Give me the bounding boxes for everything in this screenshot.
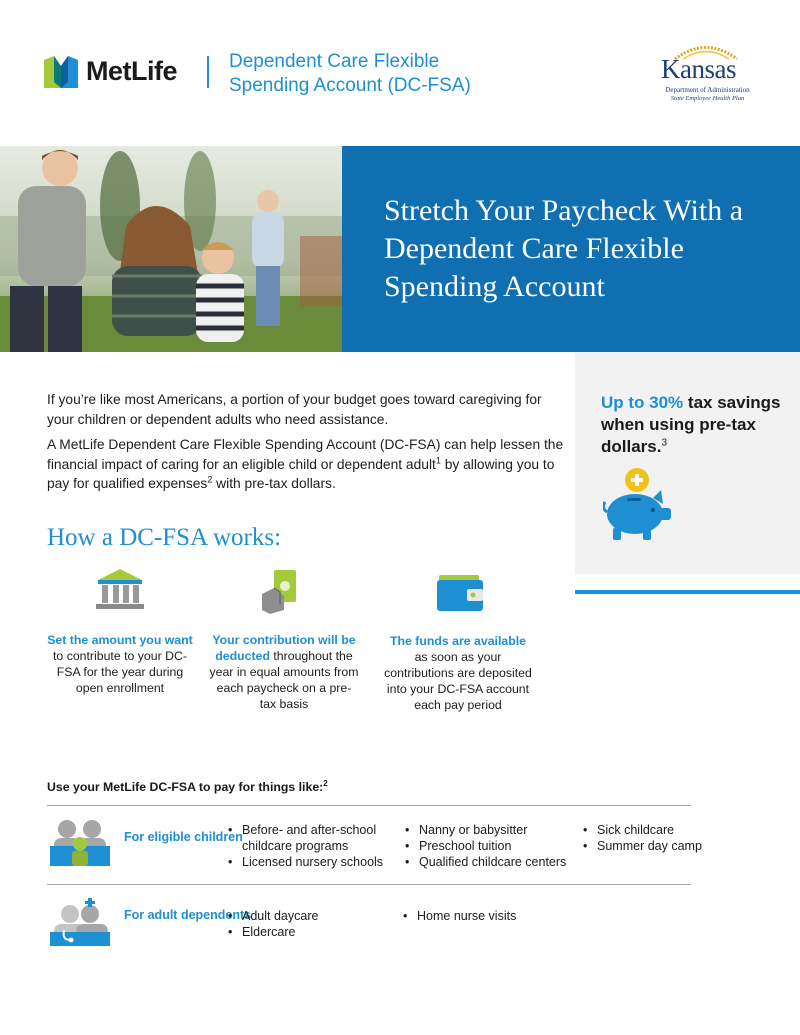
tax-savings-text (601, 392, 796, 458)
tax-savings-callout (575, 352, 800, 574)
step-set-amount (45, 632, 195, 696)
list-item: • Sick childcare (583, 822, 723, 838)
hero-banner (342, 146, 800, 352)
metlife-logo-text: MetLife (86, 56, 177, 86)
hero-title: Stretch Your Paycheck With a Dependent Care Flexible Spending Account (384, 194, 744, 303)
tax-savings-highlight: Up to 30% (601, 393, 684, 412)
step-1-accent: Set the amount you want (47, 633, 193, 647)
family-playing-photo (0, 146, 342, 352)
wallet-icon (437, 575, 483, 611)
intro-paragraph-2 (47, 435, 567, 494)
category-label-adults: For adult dependents (124, 908, 252, 922)
product-title-line1: Dependent Care Flexible (229, 51, 440, 72)
step-2-text: throughout the year in equal amounts from each paycheck on a pre-tax basis (209, 649, 359, 711)
eligible-expenses-heading (47, 780, 328, 794)
cash-hand-icon (262, 570, 302, 614)
intro-p2-part1: A MetLife Dependent Care Flexible Spending Account (DC-FSA) can help lessen the financial impact of caring for an eligible child or dependent adult (47, 437, 564, 472)
list-item: • Licensed nursery schools (228, 854, 398, 870)
list-item: • Home nurse visits (403, 908, 583, 924)
kansas-logo (655, 42, 755, 112)
children-icon (50, 820, 110, 866)
list-item: • Qualified childcare centers (405, 854, 585, 870)
footnote-2: 2 (207, 474, 213, 485)
footnote-2-heading: 2 (323, 778, 328, 788)
step-deduction (209, 632, 359, 712)
footnote-3: 3 (661, 437, 668, 449)
list-item: • Adult daycare (228, 908, 398, 924)
callout-accent-rule (575, 590, 800, 594)
list-item: • Eldercare (228, 924, 398, 940)
list-item: • Before- and after-school childcare programs (228, 822, 398, 854)
page-header (0, 0, 800, 140)
adult-dependents-icon (50, 896, 110, 946)
children-expenses-col3 (583, 822, 723, 854)
eligible-expenses-heading-text: Use your MetLife DC-FSA to pay for things like: (47, 780, 324, 794)
step-3-accent: The funds are available (390, 634, 526, 648)
children-expenses-col2 (405, 822, 585, 870)
header-divider (207, 56, 209, 88)
adult-expenses-col1 (228, 908, 398, 940)
intro-p2-part3: with pre-tax dollars. (212, 476, 336, 491)
table-rule-top (47, 805, 691, 806)
kansas-department: Department of Administration (665, 86, 750, 94)
hero-family-photo (0, 146, 342, 352)
product-title (229, 50, 471, 98)
children-expenses-col1 (228, 822, 398, 870)
piggy-bank-icon (603, 468, 673, 540)
step-1-text: to contribute to your DC-FSA for the year during open enrollment (53, 649, 187, 695)
kansas-plan: State Employee Health Plan (670, 95, 745, 102)
list-item: • Summer day camp (583, 838, 723, 854)
list-item: • Preschool tuition (405, 838, 585, 854)
adult-expenses-col2 (403, 908, 583, 924)
intro-p2-part2: by allowing you to pay for qualified expenses (47, 456, 555, 491)
kansas-wordmark: Kansas (661, 54, 736, 84)
how-it-works-title: How a DC-FSA works: (47, 524, 282, 551)
metlife-logo-icon (44, 56, 78, 88)
step-3-text: as soon as your contributions are deposited into your DC-FSA account each pay period (384, 650, 532, 712)
table-rule-middle (47, 884, 691, 885)
intro-text (47, 390, 567, 500)
bank-icon (96, 569, 144, 611)
intro-paragraph-1: If you’re like most Americans, a portion of your budget goes toward caregiving for your children or dependent adults who need assistance. (47, 392, 542, 427)
list-item: • Nanny or babysitter (405, 822, 585, 838)
step-funds-available (383, 633, 533, 713)
tax-savings-body: tax savings when using pre-tax dollars. (601, 393, 781, 456)
step-2-accent: Your contribution will be deducted (212, 633, 356, 663)
product-title-line2: Spending Account (DC-FSA) (229, 75, 471, 96)
category-label-children: For eligible children (124, 830, 243, 844)
footnote-1: 1 (435, 454, 441, 465)
